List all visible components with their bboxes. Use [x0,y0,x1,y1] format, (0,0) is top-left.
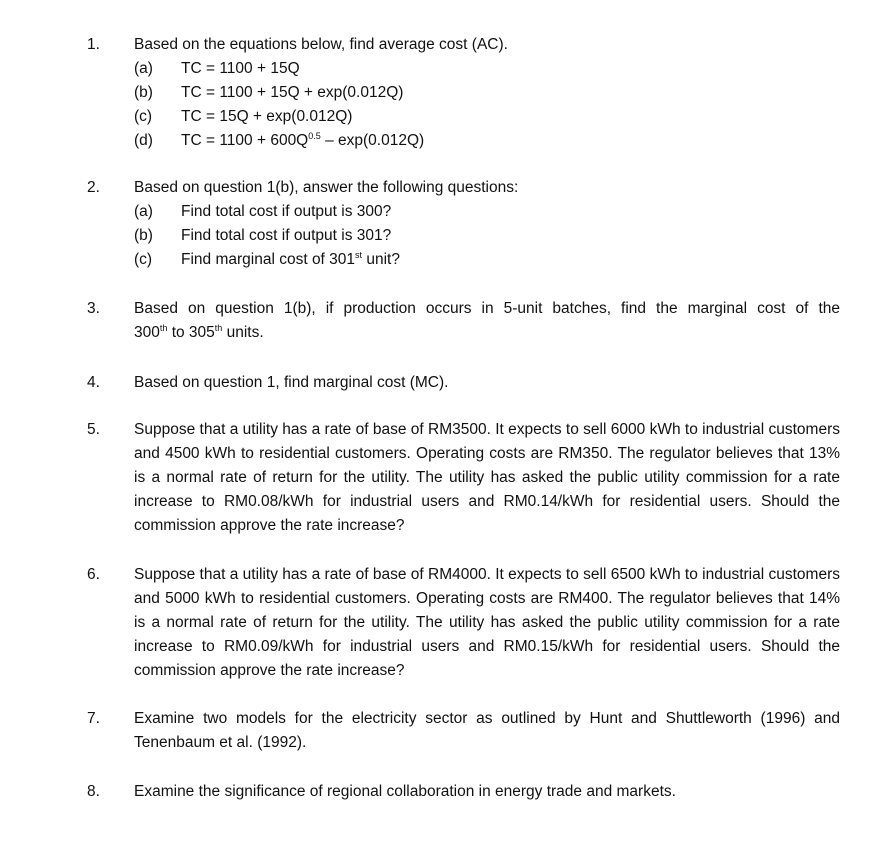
exponent: 0.5 [308,130,321,141]
sub-item-text: Find total cost if output is 300? [181,203,392,220]
sub-item-label: (c) [134,251,153,268]
sub-item-text [181,248,400,272]
question-body [134,707,840,755]
question-body [134,780,840,804]
sub-item-c [134,248,840,272]
question-body [134,563,840,683]
equation: TC = 15Q + exp(0.012Q) [181,108,353,125]
question-number: 5. [87,421,100,438]
equation: TC = 1100 + 15Q + exp(0.012Q) [181,84,404,101]
question-number: 3. [87,300,100,317]
sub-item-label: (c) [134,108,153,125]
question-text: Suppose that a utility has a rate of base of RM3500. It expects to sell 6000 kWh to industrial customers and 4500 kWh to residential customers. Operating costs are RM350. The regulator believes that 13% is a normal rate of return for the utility. The utility has asked the public utility commission for a rate increase to RM0.08/kWh for industrial users and RM0.14/kWh for residential users. Should the commission approve the rate increase? [134,421,840,534]
sub-item-c [134,105,840,129]
ordinal-suffix: st [355,249,363,260]
question-body [134,176,840,272]
equation-part: TC = 1100 + 600Q [181,132,309,149]
sub-item-label: (b) [134,227,153,244]
question-number: 8. [87,783,100,800]
question-body [134,418,840,538]
question-text: Based on question 1(b), answer the following questions: [134,179,519,196]
question-number: 7. [87,710,100,727]
equation: TC = 1100 + 15Q [181,60,300,77]
question-text-line-1: Based on question 1(b), if production occurs in 5-unit batches, find the marginal cost of the [134,300,840,317]
sub-item-label: (a) [134,60,153,77]
question-body [134,33,840,153]
sub-item-d [134,129,840,153]
question-text: Examine two models for the electricity sector as outlined by Hunt and Shuttleworth (1996) and Tenenbaum et al. (1992). [134,710,840,751]
sub-item-text: Find total cost if output is 301? [181,227,392,244]
question-text: Based on question 1, find marginal cost (MC). [134,374,449,391]
text-part: units. [222,324,264,341]
question-body [134,371,840,395]
question-body [134,297,840,345]
sub-item-b [134,224,840,248]
question-number: 4. [87,374,100,391]
text-part: Find marginal cost of 301 [181,251,356,268]
question-text: Suppose that a utility has a rate of base of RM4000. It expects to sell 6500 kWh to industrial customers and 5000 kWh to residential customers. Operating costs are RM400. The regulator believes that 14% is a normal rate of return for the utility. The utility has asked the public utility commission for a rate increase to RM0.09/kWh for industrial users and RM0.15/kWh for residential users. Should the commission approve the rate increase? [134,566,840,679]
ordinal-suffix: th [159,322,168,333]
sub-item-label: (b) [134,84,153,101]
equation [181,129,424,153]
question-text-line-2 [134,321,840,345]
sub-item-a [134,200,840,224]
sub-item-label: (d) [134,132,153,149]
text-part: to 305 [167,324,215,341]
question-number: 2. [87,179,100,196]
text-part: unit? [362,251,400,268]
question-number: 6. [87,566,100,583]
ordinal-suffix: th [214,322,223,333]
question-text: Examine the significance of regional collaboration in energy trade and markets. [134,783,676,800]
equation-part: – exp(0.012Q) [320,132,425,149]
sub-item-a [134,57,840,81]
sub-item-b [134,81,840,105]
question-text: Based on the equations below, find average cost (AC). [134,36,508,53]
text-part: 300 [134,324,160,341]
question-number: 1. [87,36,100,53]
sub-item-label: (a) [134,203,153,220]
